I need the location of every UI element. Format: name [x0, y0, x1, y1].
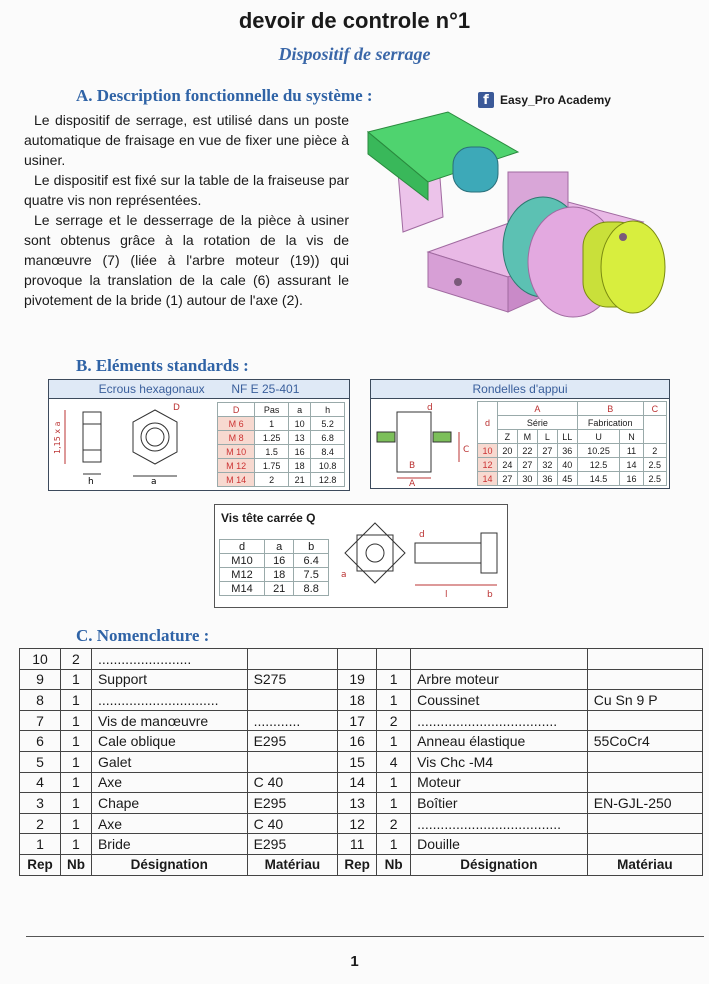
cell: EN-GJL-250: [587, 793, 702, 814]
cell: M 8: [218, 431, 255, 445]
cell: 1: [60, 710, 91, 731]
cell: [411, 649, 588, 670]
cell: ....................................: [411, 710, 588, 731]
cell: Bride: [91, 834, 247, 855]
table-header: Désignation: [91, 854, 247, 875]
cell: 10.25: [577, 444, 620, 458]
dim-c-label: C: [463, 445, 470, 455]
dim-a-label: a: [341, 570, 347, 580]
cell: 1: [377, 690, 411, 711]
cell: 30: [517, 472, 537, 486]
facebook-icon: f: [478, 92, 494, 108]
footer-divider: [26, 936, 704, 937]
cell: 14: [338, 772, 377, 793]
cell: Axe: [91, 772, 247, 793]
cell: ...............................: [91, 690, 247, 711]
cell: M12: [220, 568, 265, 582]
cell: 27: [517, 458, 537, 472]
cell: 1: [377, 669, 411, 690]
table-header: Z: [497, 430, 517, 444]
dim-d-label: D: [173, 403, 180, 413]
page-number: 1: [350, 953, 359, 970]
cell: 2: [20, 813, 61, 834]
cell: Cale oblique: [91, 731, 247, 752]
section-a-heading: A. Description fonctionnelle du système :: [76, 86, 373, 105]
cell: [587, 649, 702, 670]
cell: 6: [20, 731, 61, 752]
cell: [587, 813, 702, 834]
washer-drawing: [375, 402, 473, 489]
cell: 7.5: [294, 568, 329, 582]
cell: 6.4: [294, 554, 329, 568]
cell: [587, 834, 702, 855]
cell: 1: [60, 731, 91, 752]
cell: Chape: [91, 793, 247, 814]
paragraph: Le dispositif est fixé sur la table de la fraiseuse par quatre vis non représentées.: [24, 172, 349, 208]
table-header: A: [497, 402, 577, 416]
cell: 4: [20, 772, 61, 793]
cell: 1: [20, 834, 61, 855]
cell: 10: [20, 649, 61, 670]
table-header: h: [311, 403, 345, 417]
table-row: [478, 458, 667, 472]
cell: 2: [60, 649, 91, 670]
table-header: Série: [497, 416, 577, 430]
table-row: [218, 459, 345, 473]
clamping-device-illustration: [368, 112, 668, 327]
cell: 55CoCr4: [587, 731, 702, 752]
section-c-heading: C. Nomenclature :: [76, 626, 210, 645]
rondelles-box: [370, 379, 670, 489]
table-header: Matériau: [587, 854, 702, 875]
table-header: N: [620, 430, 643, 444]
cell: Cu Sn 9 P: [587, 690, 702, 711]
table-header: d: [220, 540, 265, 554]
cell: [377, 649, 411, 670]
square-head-screw-drawing: [335, 513, 503, 603]
cell: ........................: [91, 649, 247, 670]
dim-a-label: a: [151, 477, 157, 487]
cell: E295: [247, 793, 338, 814]
cell: [587, 772, 702, 793]
cell: Boîtier: [411, 793, 588, 814]
dim-h-label: h: [88, 477, 94, 487]
cell: C 40: [247, 772, 338, 793]
cell: 19: [338, 669, 377, 690]
cell: M 14: [218, 473, 255, 487]
cell: [247, 649, 338, 670]
cell: 16: [288, 445, 310, 459]
paragraph: Le serrage et le desserrage de la pièce à usiner sont obtenus grâce à la rotation de la vis de manœuvre (7) (liée à l'arbre moteur (19)) qui provoque la translation de la cale (6) assurant le pivotement de la bride (1) autour de l'axe (2).: [24, 212, 349, 308]
table-header: a: [288, 403, 310, 417]
cell: 1: [377, 772, 411, 793]
cell: M 6: [218, 417, 255, 431]
table-row: [20, 772, 703, 793]
table-row: [220, 554, 329, 568]
cell: [247, 690, 338, 711]
dim-a-label: A: [409, 479, 416, 489]
ecrous-norm: NF E 25-401: [231, 382, 300, 396]
dim-f-label: 1,15 x a: [53, 421, 62, 454]
cell: 1.25: [255, 431, 289, 445]
cell: 5.2: [311, 417, 345, 431]
cell: 13: [288, 431, 310, 445]
brand-name: Easy_Pro Academy: [500, 93, 611, 107]
cell: 4: [377, 751, 411, 772]
cell: 20: [497, 444, 517, 458]
table-row: [20, 751, 703, 772]
table-header: LL: [557, 430, 577, 444]
hex-nut-drawing: [55, 404, 205, 486]
dim-d-label: d: [419, 530, 425, 540]
cell: 14: [620, 458, 643, 472]
paragraph: Le dispositif de serrage, est utilisé dans un poste automatique de fraisage en vue de fixer une pièce à usiner.: [24, 112, 349, 168]
cell: 11: [338, 834, 377, 855]
cell: 18: [288, 459, 310, 473]
table-row: [20, 669, 703, 690]
cell: 5: [20, 751, 61, 772]
ecrous-table: [217, 402, 345, 487]
cell: Coussinet: [411, 690, 588, 711]
cell: [338, 649, 377, 670]
table-header: d: [478, 402, 498, 444]
table-row: [218, 445, 345, 459]
cell: 16: [338, 731, 377, 752]
cell: 36: [557, 444, 577, 458]
cell: 14.5: [577, 472, 620, 486]
cell: 12: [338, 813, 377, 834]
cell: 40: [557, 458, 577, 472]
table-row: [220, 568, 329, 582]
cell: M14: [220, 582, 265, 596]
dim-l-label: l: [445, 590, 448, 600]
cell: 27: [497, 472, 517, 486]
cell: S275: [247, 669, 338, 690]
cell: 1: [60, 751, 91, 772]
cell: 12.5: [577, 458, 620, 472]
section-a-text: [24, 110, 349, 310]
cell: E295: [247, 731, 338, 752]
cell: 2: [377, 813, 411, 834]
cell: 1: [60, 772, 91, 793]
cell: 1: [60, 813, 91, 834]
cell: 18: [265, 568, 294, 582]
table-header: a: [265, 540, 294, 554]
page-title: devoir de controle n°1: [238, 8, 471, 33]
cell: 11: [620, 444, 643, 458]
table-header: Désignation: [411, 854, 588, 875]
table-header: Matériau: [247, 854, 338, 875]
table-header: Rep: [338, 854, 377, 875]
page-subtitle: Dispositif de serrage: [278, 44, 431, 64]
cell: 8.4: [311, 445, 345, 459]
cell: Support: [91, 669, 247, 690]
cell: Anneau élastique: [411, 731, 588, 752]
cell: 1: [60, 690, 91, 711]
dim-b-label: b: [487, 590, 493, 600]
cell: [587, 751, 702, 772]
section-b-heading: B. Eléments standards :: [76, 356, 249, 375]
rondelles-title: Rondelles d'appui: [371, 380, 669, 399]
table-row: [20, 731, 703, 752]
table-row: [478, 472, 667, 486]
vis-box: [214, 504, 508, 608]
table-row: [218, 417, 345, 431]
cell: E295: [247, 834, 338, 855]
table-row: [20, 813, 703, 834]
cell: 12: [478, 458, 498, 472]
cell: 1.75: [255, 459, 289, 473]
cell: [587, 669, 702, 690]
table-header: Fabrication: [577, 416, 643, 430]
nomenclature-table: [19, 648, 703, 876]
cell: Galet: [91, 751, 247, 772]
cell: 1: [255, 417, 289, 431]
table-header: M: [517, 430, 537, 444]
cell: M 12: [218, 459, 255, 473]
cell: 2: [255, 473, 289, 487]
cell: 1: [377, 793, 411, 814]
ecrous-title: Ecrous hexagonaux: [98, 382, 205, 396]
cell: 18: [338, 690, 377, 711]
cell: 1: [377, 834, 411, 855]
cell: 14: [478, 472, 498, 486]
cell: 36: [537, 472, 557, 486]
cell: 45: [557, 472, 577, 486]
cell: ............: [247, 710, 338, 731]
dim-b-label: B: [409, 461, 416, 471]
cell: 12.8: [311, 473, 345, 487]
table-row: [20, 710, 703, 731]
cell: 16: [620, 472, 643, 486]
cell: 1: [377, 731, 411, 752]
rondelles-table: [477, 401, 667, 486]
cell: [587, 710, 702, 731]
cell: 27: [537, 444, 557, 458]
table-row: [20, 834, 703, 855]
cell: 10: [478, 444, 498, 458]
table-header: Rep: [20, 854, 61, 875]
cell: 2.5: [643, 458, 666, 472]
cell: C 40: [247, 813, 338, 834]
cell: 3: [20, 793, 61, 814]
cell: 10: [288, 417, 310, 431]
cell: 7: [20, 710, 61, 731]
table-header: b: [294, 540, 329, 554]
cell: 1: [60, 834, 91, 855]
table-header: Nb: [377, 854, 411, 875]
table-header: Pas: [255, 403, 289, 417]
ecrous-header: [49, 380, 349, 399]
cell: Axe: [91, 813, 247, 834]
cell: 8: [20, 690, 61, 711]
dim-d-label: d: [427, 403, 433, 413]
cell: 32: [537, 458, 557, 472]
cell: 2: [643, 444, 666, 458]
vis-title: Vis tête carrée Q: [221, 511, 316, 525]
cell: 1: [60, 669, 91, 690]
cell: 15: [338, 751, 377, 772]
cell: .....................................: [411, 813, 588, 834]
table-header-row: [20, 854, 703, 875]
table-header: B: [577, 402, 643, 416]
cell: 17: [338, 710, 377, 731]
cell: Arbre moteur: [411, 669, 588, 690]
table-header: L: [537, 430, 557, 444]
cell: 13: [338, 793, 377, 814]
brand-badge[interactable]: [478, 92, 611, 108]
cell: Vis de manœuvre: [91, 710, 247, 731]
table-header: D: [218, 403, 255, 417]
table-row: [218, 431, 345, 445]
table-header: Nb: [60, 854, 91, 875]
ecrous-box: [48, 379, 350, 491]
cell: [247, 751, 338, 772]
cell: 6.8: [311, 431, 345, 445]
cell: 21: [288, 473, 310, 487]
table-header: U: [577, 430, 620, 444]
table-row: [478, 444, 667, 458]
table-row: [20, 793, 703, 814]
table-header: C: [643, 402, 666, 416]
cell: M 10: [218, 445, 255, 459]
cell: Moteur: [411, 772, 588, 793]
cell: 24: [497, 458, 517, 472]
vis-table: [219, 539, 329, 596]
cell: 8.8: [294, 582, 329, 596]
cell: 1: [60, 793, 91, 814]
cell: 1.5: [255, 445, 289, 459]
cell: 2: [377, 710, 411, 731]
cell: 22: [517, 444, 537, 458]
cell: Vis Chc -M4: [411, 751, 588, 772]
cell: 9: [20, 669, 61, 690]
table-row: [220, 582, 329, 596]
table-row: [218, 473, 345, 487]
cell: 10.8: [311, 459, 345, 473]
cell: 16: [265, 554, 294, 568]
cell: Douille: [411, 834, 588, 855]
cell: 21: [265, 582, 294, 596]
cell: 2.5: [643, 472, 666, 486]
cell: M10: [220, 554, 265, 568]
table-row: [20, 649, 703, 670]
table-row: [20, 690, 703, 711]
